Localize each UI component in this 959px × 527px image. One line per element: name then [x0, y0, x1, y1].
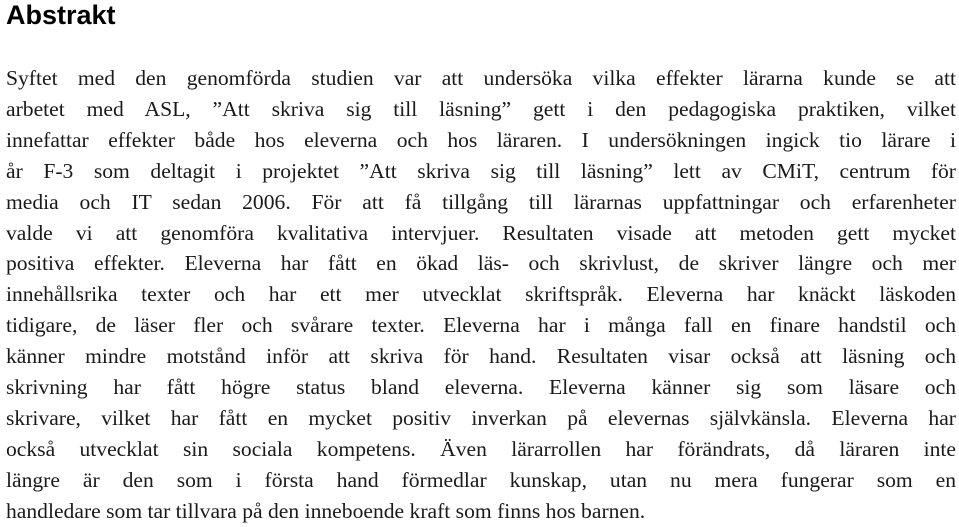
abstract-line: tidigare, de läser fler och svårare texter. Eleverna har i många fall en finare handstil och [6, 313, 956, 338]
abstract-line: år F-3 som deltagit i projektet ”Att skriva sig till läsning” lett av CMiT, centrum för [6, 158, 956, 183]
abstract-line: media och IT sedan 2006. För att få tillgång till lärarnas uppfattningar och erfarenheter [6, 189, 956, 214]
abstract-body [6, 63, 956, 527]
abstract-line: innefattar effekter både hos eleverna och hos läraren. I undersökningen ingick tio lärare i [6, 127, 956, 152]
abstract-line: handledare som tar tillvara på den inneboende kraft som finns hos barnen. [6, 498, 646, 523]
abstract-line: känner mindre motstånd inför att skriva för hand. Resultaten visar också att läsning och [6, 344, 956, 369]
abstract-line: Syftet med den genomförda studien var att undersöka vilka effekter lärarna kunde se att [6, 66, 956, 90]
abstract-line: valde vi att genomföra kvalitativa intervjuer. Resultaten visade att metoden gett mycket [6, 220, 956, 245]
abstract-line: skrivning har fått högre status bland eleverna. Eleverna känner sig som läsare och [6, 375, 956, 400]
abstract-line: skrivare, vilket har fått en mycket positiv inverkan på elevernas självkänsla. Eleverna har [6, 405, 956, 430]
abstract-heading: Abstrakt [6, 0, 116, 30]
abstract-line: arbetet med ASL, ”Att skriva sig till läsning” gett i den pedagogiska praktiken, vilket [6, 96, 956, 121]
abstract-line: längre är den som i första hand förmedlar kunskap, utan nu mera fungerar som en [6, 467, 956, 492]
abstract-line: positiva effekter. Eleverna har fått en ökad läs- och skrivlust, de skriver längre och mer [6, 251, 956, 276]
abstract-line: innehållsrika texter och har ett mer utvecklat skriftspråk. Eleverna har knäckt läskoden [6, 282, 956, 307]
abstract-line: också utvecklat sin sociala kompetens. Även lärarrollen har förändrats, då läraren inte [6, 436, 956, 461]
